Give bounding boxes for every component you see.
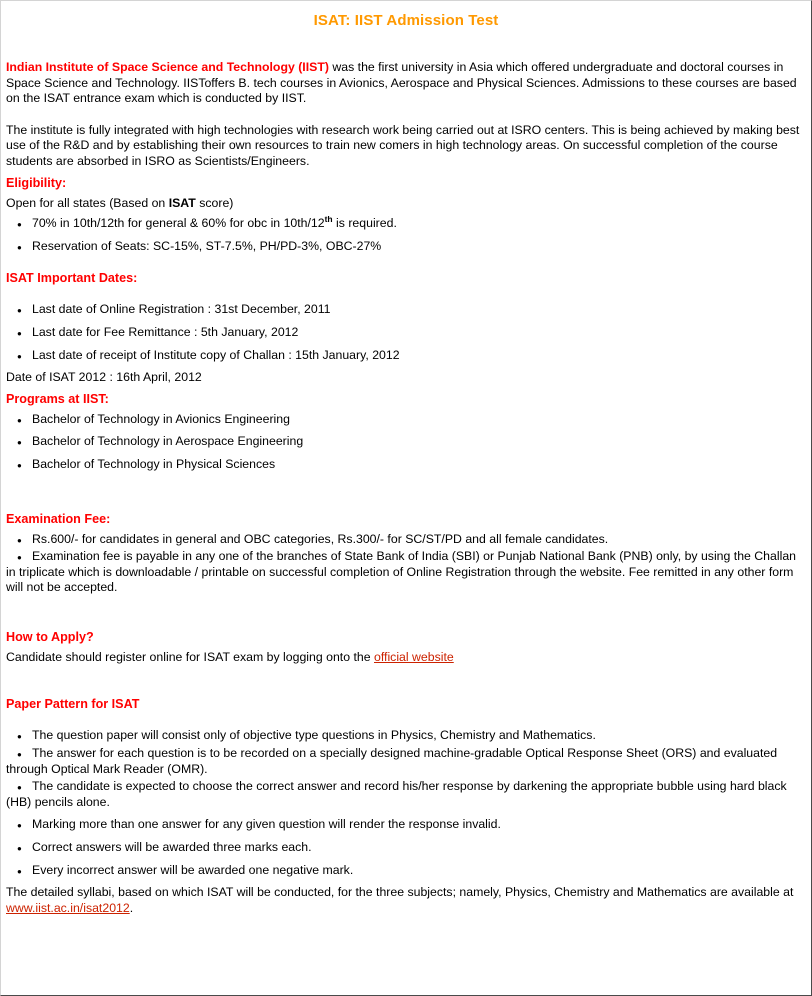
eligibility-item-1-superscript: th: [324, 214, 333, 225]
list-item: [6, 457, 806, 473]
list-item: [6, 412, 806, 428]
page-title: ISAT: IIST Admission Test: [313, 12, 499, 29]
document-body: [1, 12, 811, 916]
eligibility-list: [6, 216, 806, 254]
important-dates-list: [6, 302, 806, 363]
spacer: [6, 29, 806, 60]
heading-eligibility: Eligibility:: [6, 175, 67, 190]
list-item: [6, 302, 806, 318]
syllabus-url-link[interactable]: www.iist.ac.in/isat2012: [6, 900, 130, 915]
spacer: [6, 107, 806, 123]
bullet-icon: [17, 817, 23, 833]
spacer: [6, 286, 806, 302]
bullet-icon: [17, 216, 23, 232]
date-item-label: Last date of receipt of Institute copy of Challan : 15th January, 2012: [32, 347, 400, 362]
list-item: [6, 817, 806, 833]
bullet-icon: [17, 532, 23, 548]
syllabi-closing-paragraph: [6, 885, 806, 916]
how-to-apply-paragraph: [6, 650, 806, 666]
eligibility-intro-before: Open for all states (Based on: [6, 195, 169, 210]
syllabi-text: The detailed syllabi, based on which ISAT will be conducted, for the three subjects; namely, Physics, Chemistry and Mathematics are available at: [6, 885, 794, 900]
heading-examination-fee: Examination Fee:: [6, 511, 111, 526]
examination-fee-list: [6, 532, 806, 596]
list-item: [6, 325, 806, 341]
list-item: [6, 216, 806, 232]
list-item: [6, 779, 806, 810]
list-item: [6, 840, 806, 856]
list-item: [6, 434, 806, 450]
eligibility-item-1-tail: is required.: [332, 216, 397, 231]
bullet-icon: [17, 728, 23, 744]
paper-pattern-label: The question paper will consist only of objective type questions in Physics, Chemistry and Mathematics.: [32, 728, 596, 743]
date-item-label: Last date of Online Registration : 31st December, 2011: [32, 302, 331, 317]
bullet-icon: [17, 457, 23, 473]
paper-pattern-list: [6, 728, 806, 810]
bullet-icon: [17, 348, 23, 364]
paper-pattern-label: The answer for each question is to be recorded on a specially designed machine-gradable Optical Response Sheet (ORS) and evaluated through Optical Mark Reader (OMR).: [6, 746, 778, 776]
spacer: [6, 665, 806, 696]
paper-pattern-label: Marking more than one answer for any given question will render the response invalid.: [32, 817, 501, 832]
date-item-label: Last date for Fee Remittance : 5th January, 2012: [32, 324, 299, 339]
list-item: [6, 863, 806, 879]
bullet-icon: [17, 840, 23, 856]
program-label: Bachelor of Technology in Aerospace Engineering: [32, 434, 304, 449]
spacer: [6, 598, 806, 629]
bullet-icon: [17, 746, 23, 762]
program-label: Bachelor of Technology in Avionics Engineering: [32, 411, 290, 426]
list-item: [6, 746, 806, 777]
intro-lead-rest: was the first university in Asia which offered undergraduate and doctoral courses in Space Science and Technology. IISToffers B. tech courses in Avionics, Aerospace and Physical Sciences. Admissions to these courses are based on the ISAT entrance exam which is conducted by IIST.: [6, 60, 797, 106]
intro-lead-bold: Indian Institute of Space Science and Technology (IIST): [6, 60, 329, 74]
heading-how-to-apply: How to Apply?: [6, 629, 94, 644]
programs-list: [6, 412, 806, 473]
bullet-icon: [17, 302, 23, 318]
intro-paragraph-1: [6, 60, 806, 107]
eligibility-item-2: Reservation of Seats: SC-15%, ST-7.5%, PH/PD-3%, OBC-27%: [32, 238, 382, 253]
intro-paragraph-2: The institute is fully integrated with high technologies with research work being carried out at ISRO centers. This is being achieved by making best use of the R&D and by establishing their own resources to train new comers in high technology areas. On successful completion of the course students are absorbed in ISRO as Scientists/Engineers.: [6, 122, 800, 168]
official-website-link[interactable]: official website: [374, 649, 454, 664]
bullet-icon: [17, 412, 23, 428]
list-item: [6, 549, 806, 596]
list-item: [6, 348, 806, 364]
spacer: [6, 480, 806, 511]
paper-pattern-label: Correct answers will be awarded three marks each.: [32, 840, 312, 855]
heading-important-dates: ISAT Important Dates:: [6, 271, 138, 286]
eligibility-intro: [6, 196, 806, 212]
bullet-icon: [17, 863, 23, 879]
eligibility-intro-bold: ISAT: [168, 195, 196, 210]
program-label: Bachelor of Technology in Physical Sciences: [32, 456, 276, 471]
heading-paper-pattern: Paper Pattern for ISAT: [6, 697, 140, 712]
spacer: [6, 712, 806, 728]
date-of-isat-line: Date of ISAT 2012 : 16th April, 2012: [6, 370, 202, 385]
heading-programs: Programs at IIST:: [6, 391, 109, 406]
bullet-icon: [17, 549, 23, 565]
paper-pattern-label: Every incorrect answer will be awarded one negative mark.: [32, 862, 354, 877]
bullet-icon: [17, 434, 23, 450]
paper-pattern-label: The candidate is expected to choose the correct answer and record his/her response by darkening the appropriate bubble using hard black (HB) pencils alone.: [6, 779, 787, 809]
how-to-apply-text: Candidate should register online for ISAT exam by logging onto the: [6, 649, 374, 664]
list-item: [6, 532, 806, 548]
fee-item-label: Examination fee is payable in any one of the branches of State Bank of India (SBI) or Punjab National Bank (PNB) only, by using the Challan in triplicate which is downloadable / printable on successful completion of Online Registration through the website. Fee remitted in any other form will not be accepted.: [6, 549, 796, 595]
syllabi-text-tail: .: [129, 900, 134, 915]
bullet-icon: [17, 779, 23, 795]
fee-item-label: Rs.600/- for candidates in general and OBC categories, Rs.300/- for SC/ST/PD and all female candidates.: [32, 531, 609, 546]
spacer: [6, 261, 806, 270]
bullet-icon: [17, 239, 23, 255]
list-item: [6, 239, 806, 255]
eligibility-item-1-part1: 70% in 10th/12th for general & 60% for obc in 10th/12: [32, 216, 325, 231]
paper-pattern-marking-list: [6, 817, 806, 878]
bullet-icon: [17, 325, 23, 341]
eligibility-intro-after: score): [195, 195, 234, 210]
list-item: [6, 728, 806, 744]
